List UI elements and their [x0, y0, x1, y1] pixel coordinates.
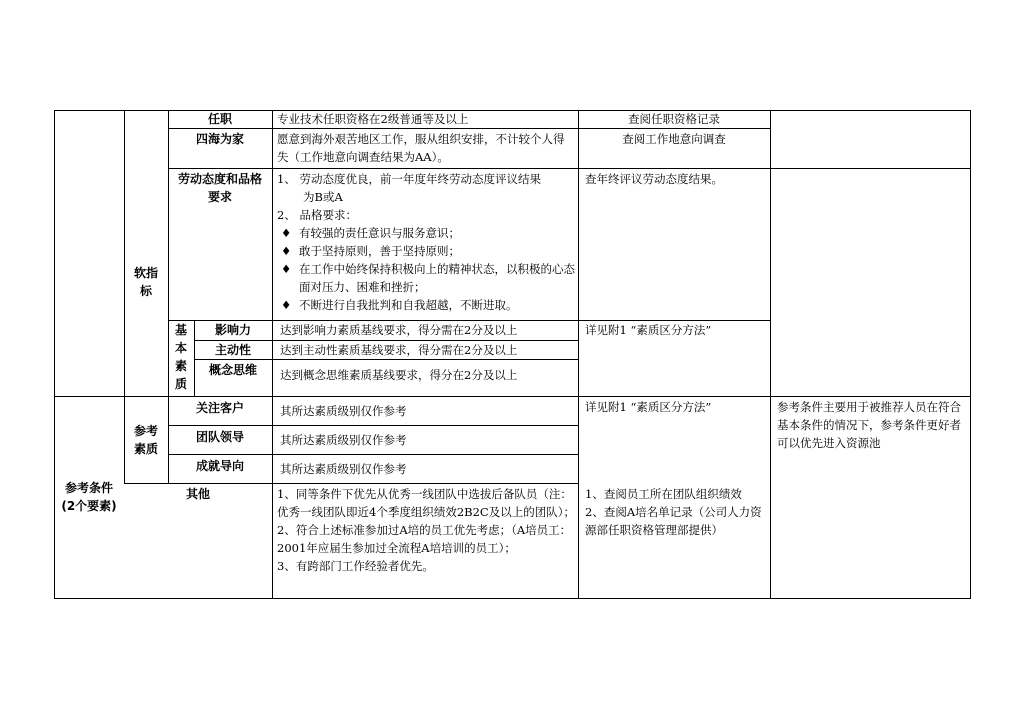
cankao-method: 详见附1 “素质区分方法”	[585, 400, 712, 414]
laodong-label	[168, 170, 272, 206]
gainian-label: 概念思维	[208, 363, 257, 377]
diamond-bullet-icon: ♦	[281, 262, 292, 276]
laodong-line1b: 为B或A	[303, 190, 343, 204]
jiben-label	[168, 321, 194, 393]
jiben-char: 本	[174, 341, 187, 355]
laodong-line1: 1、 劳动态度优良，前一年度年终劳动态度评议结果	[277, 172, 541, 186]
renzhi-requirement: 专业技术任职资格在2级普通等及以上	[277, 112, 469, 126]
cankao-note: 参考条件主要用于被推荐人员在符合基本条件的情况下，参考条件更好者可以优先进入资源池	[777, 400, 961, 450]
diamond-bullet-icon: ♦	[281, 244, 292, 258]
yingxiangli-label: 影响力	[214, 323, 251, 337]
bullet-text: 敢于坚持原则，善于坚持原则；	[299, 244, 460, 258]
diamond-bullet-icon: ♦	[281, 226, 292, 240]
laodong-requirement	[277, 170, 575, 314]
diamond-bullet-icon: ♦	[281, 298, 292, 312]
guanzhu-requirement: 其所达素质级别仅作参考	[280, 404, 407, 418]
cankao-tiaojian-label-line1: 参考条件	[64, 481, 113, 495]
chengjiu-label: 成就导向	[195, 459, 244, 473]
qita-method: 1、查阅员工所在团队组织绩效 2、查阅A培名单记录（公司人力资源部任职资格管理部提供）	[585, 487, 762, 537]
tuandui-label: 团队领导	[195, 430, 244, 444]
cankao-suzhi-label-line1: 参考	[133, 424, 158, 438]
tuandui-requirement: 其所达素质级别仅作参考	[280, 433, 407, 447]
bullet-text: 不断进行自我批判和自我超越，不断进取。	[299, 298, 518, 312]
gainian-requirement: 达到概念思维素质基线要求，得分在2分及以上	[280, 368, 518, 382]
chengjiu-requirement: 其所达素质级别仅作参考	[280, 462, 407, 476]
bullet-item	[277, 224, 575, 242]
bullet-text: 有较强的责任意识与服务意识；	[299, 226, 460, 240]
ruanzhibiao-label-line2: 标	[139, 284, 152, 298]
sihai-requirement: 愿意到海外艰苦地区工作，服从组织安排，不计较个人得失（工作地意向调查结果为AA）。	[277, 132, 565, 164]
laodong-label-line1: 劳动态度和品格	[177, 172, 262, 186]
bullet-item	[277, 296, 575, 314]
bullet-text: 在工作中始终保持积极向上的精神状态，以积极的心态面对压力、困难和挫折；	[299, 262, 575, 294]
jiben-char: 基	[174, 323, 187, 337]
laodong-method: 查年终评议劳动态度结果。	[585, 172, 723, 186]
cankao-suzhi-label-line2: 素质	[133, 442, 158, 456]
bullet-item	[277, 260, 575, 296]
bullet-item	[277, 242, 575, 260]
jiben-method: 详见附1 “素质区分方法”	[585, 323, 712, 337]
qita-label: 其他	[185, 487, 210, 501]
guanzhu-label: 关注客户	[195, 401, 244, 415]
sihai-label: 四海为家	[195, 132, 244, 146]
zhudongxing-label: 主动性	[214, 343, 251, 357]
renzhi-method: 查阅任职资格记录	[628, 112, 720, 126]
renzhi-label: 任职	[207, 112, 232, 126]
sihai-method: 查阅工作地意向调查	[622, 132, 726, 146]
laodong-label-line2: 要求	[207, 190, 232, 204]
cankao-tiaojian-label	[54, 479, 124, 515]
ruanzhibiao-label-line1: 软指	[133, 266, 158, 280]
qita-requirement: 1、同等条件下优先从优秀一线团队中选拔后备队员（注：优秀一线团队即近4个季度组织绩效2B2C及以上的团队）； 2、符合上述标准参加过A培的员工优先考虑；（A培员工：2001年应届生参加过全流程A培培训的员工）； 3、有跨部门工作经验者优先。	[277, 487, 575, 573]
yingxiangli-requirement: 达到影响力素质基线要求，得分需在2分及以上	[280, 323, 518, 337]
ruanzhibiao-label	[124, 264, 168, 300]
laodong-line2: 2、 品格要求：	[277, 208, 357, 222]
cankao-suzhi-label	[124, 422, 168, 458]
jiben-char: 质	[174, 377, 187, 391]
zhudongxing-requirement: 达到主动性素质基线要求，得分需在2分及以上	[280, 343, 518, 357]
cankao-tiaojian-label-line2: (2个要素)	[61, 499, 117, 513]
jiben-char: 素	[174, 359, 187, 373]
